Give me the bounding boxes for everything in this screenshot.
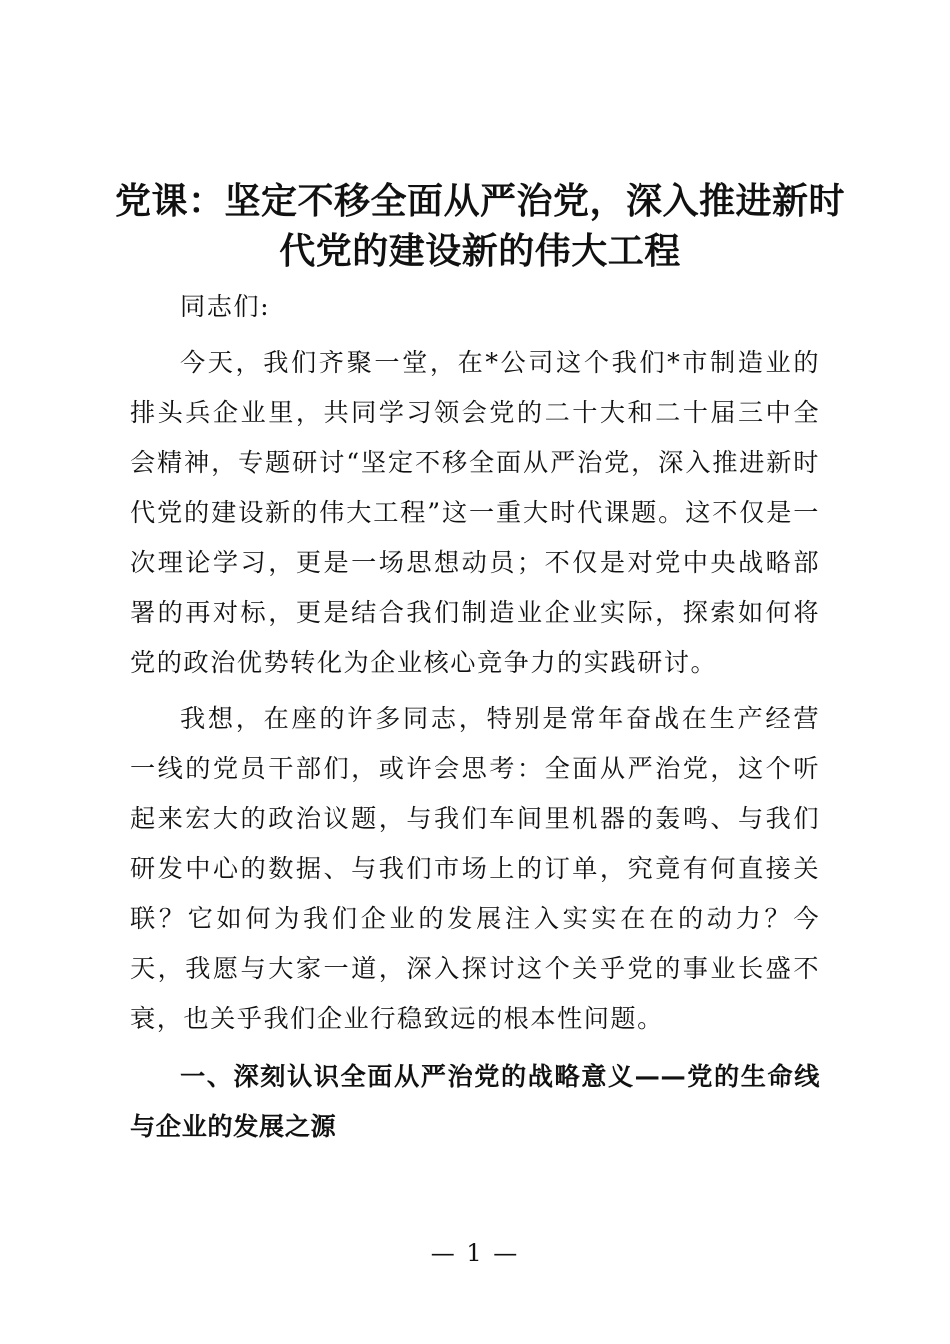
salutation: 同志们: bbox=[180, 292, 271, 321]
document-title: 党课：坚定不移全面从严治党，深入推进新时代党的建设新的伟大工程 bbox=[114, 180, 845, 272]
document-body bbox=[130, 282, 820, 1152]
page-number: — 1 — bbox=[430, 1239, 520, 1267]
paragraph-1: 今天，我们齐聚一堂，在*公司这个我们*市制造业的排头兵企业里，共同学习领会党的二十大和二十届三中全会精神，专题研讨“坚定不移全面从严治党，深入推进新时代党的建设新的伟大工程”这一重大时代课题。这不仅是一次理论学习，更是一场思想动员；不仅是对党中央战略部署的再对标，更是结合我们制造业企业实际，探索如何将党的政治优势转化为企业核心竞争力的实践研讨。 bbox=[130, 348, 820, 677]
section-heading: 一、深刻认识全面从严治党的战略意义——党的生命线与企业的发展之源 bbox=[130, 1062, 820, 1141]
paragraph-2: 我想，在座的许多同志，特别是常年奋战在生产经营一线的党员干部们，或许会思考：全面从严治党，这个听起来宏大的政治议题，与我们车间里机器的轰鸣、与我们研发中心的数据、与我们市场上的订单，究竟有何直接关联？它如何为我们企业的发展注入实实在在的动力？今天，我愿与大家一道，深入探讨这个关乎党的事业长盛不衰，也关乎我们企业行稳致远的根本性问题。 bbox=[130, 704, 820, 1033]
